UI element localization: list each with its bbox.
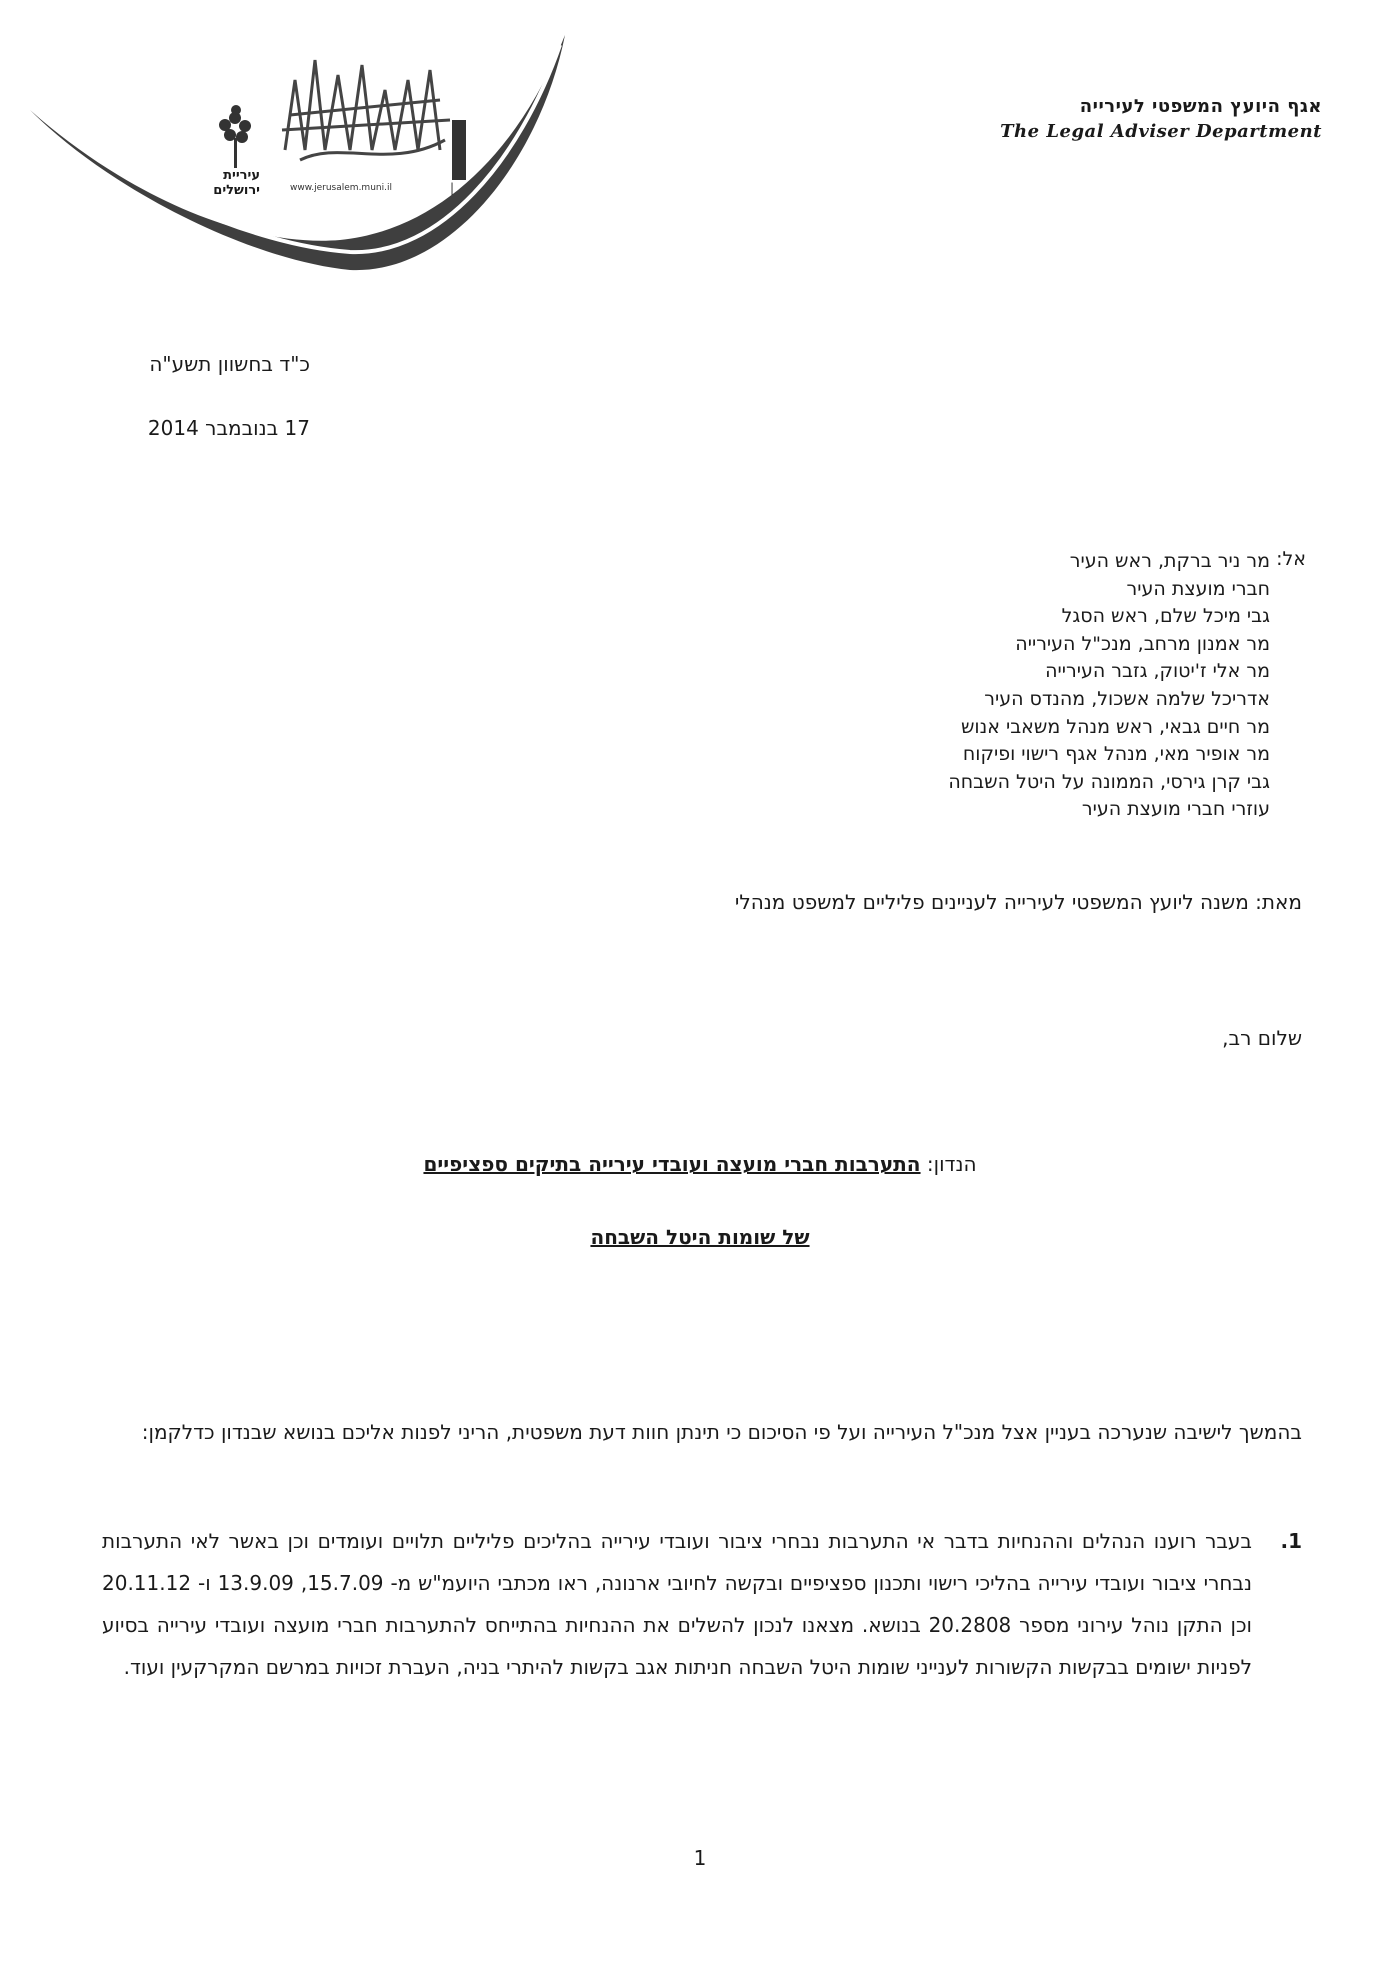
municipality-logo-text [160,168,260,198]
intro-paragraph: בהמשך לישיבה שנערכה בעניין אצל מנכ"ל העירייה ועל פי הסיכום כי תינתן חוות דעת משפטית, הריני לפנות אליכם בנושא שבנדון כדלקמן: [141,1420,1302,1444]
municipality-name-line2: ירושלים [213,183,260,198]
municipality-name-line1: עיריית [223,168,260,183]
subject-line-2 [0,1225,1400,1249]
recipient-line: גבי קרן גירסי, הממונה על היטל השבחה [948,770,1270,793]
to-label: אל: [1276,548,1306,570]
recipient-line: חברי מועצת העיר [1126,577,1270,600]
recipient-line: מר ניר ברקת, ראש העיר [1069,550,1270,572]
numbered-paragraph-1 [102,1520,1302,1688]
paragraph-number: 1. [1280,1529,1302,1553]
hebrew-date: כ"ד בחשוון תשע"ה [149,352,310,376]
subject-label: הנדון: [926,1152,977,1176]
recipients-block [570,548,1306,824]
subject-title-line2: של שומות היטל השבחה [590,1225,810,1249]
subject-title-line1: התערבות חברי מועצה ועובדי עירייה בתיקים ספציפיים [423,1152,921,1176]
letterhead-graphic [20,20,580,300]
recipient-line: מר אמנון מרחב, מנכ"ל העירייה [1015,632,1270,655]
recipient-line: מר אלי ז'יטוק, גזבר העירייה [1045,660,1270,683]
department-name-hebrew: אגף היועץ המשפטי לעירייה [1079,96,1322,117]
department-name-english: The Legal Adviser Department [1000,121,1322,142]
paragraph-text: בעבר רוענו הנהלים וההנחיות בדבר אי התערבות נבחרי ציבור ועובדי עירייה בהליכים פליליים תלויים ועומדים וכן באשר לאי התערבות נבחרי ציבור ועובדי עירייה בהליכי רישוי ותכנון ספציפיים ובקשה לחיובי ארנונה, ראו מכתבי היועמ"ש מ- 15.7.09, 13.9.09 ו- 20.11.12 וכן התקן נוהל עירוני מספר 20.2808 בנושא. מצאנו לנכון להשלים את ההנחיות בהתייחס להתערבות חברי מועצה ועובדי עירייה בסיוע לפניות ישומים בבקשות הקשורות לענייני שומות היטל השבחה חניתות אגב בקשות להיתרי בניה, העברת זכויות במרשם המקרקעין ועוד. [102,1529,1252,1679]
gregorian-date: 17 בנובמבר 2014 [147,416,310,440]
greeting: שלום רב, [1222,1026,1302,1050]
svg-text:|: | [450,181,455,195]
recipient-line: מר חיים גבאי, ראש מנהל משאבי אנוש [960,715,1270,738]
page-number: 1 [693,1846,707,1870]
from-line: מאת: משנה ליועץ המשפטי לעירייה לעניינים פליליים למשפט מנהלי [734,890,1302,914]
recipient-line: אדריכל שלמה אשכול, מהנדס העיר [984,687,1270,710]
subject-line-1 [0,1152,1400,1176]
recipient-line: גבי מיכל שלם, ראש הסגל [1061,605,1270,628]
letterhead-swoosh [30,35,565,270]
recipient-line: מר אופיר מאי, מנהל אגף רישוי ופיקוח [962,743,1270,766]
city-emblem [282,60,450,160]
recipient-line: עוזרי חברי מועצת העיר [1081,798,1270,821]
tree-emblem [219,105,251,168]
svg-text:www.jerusalem.muni.il: www.jerusalem.muni.il [290,183,392,193]
